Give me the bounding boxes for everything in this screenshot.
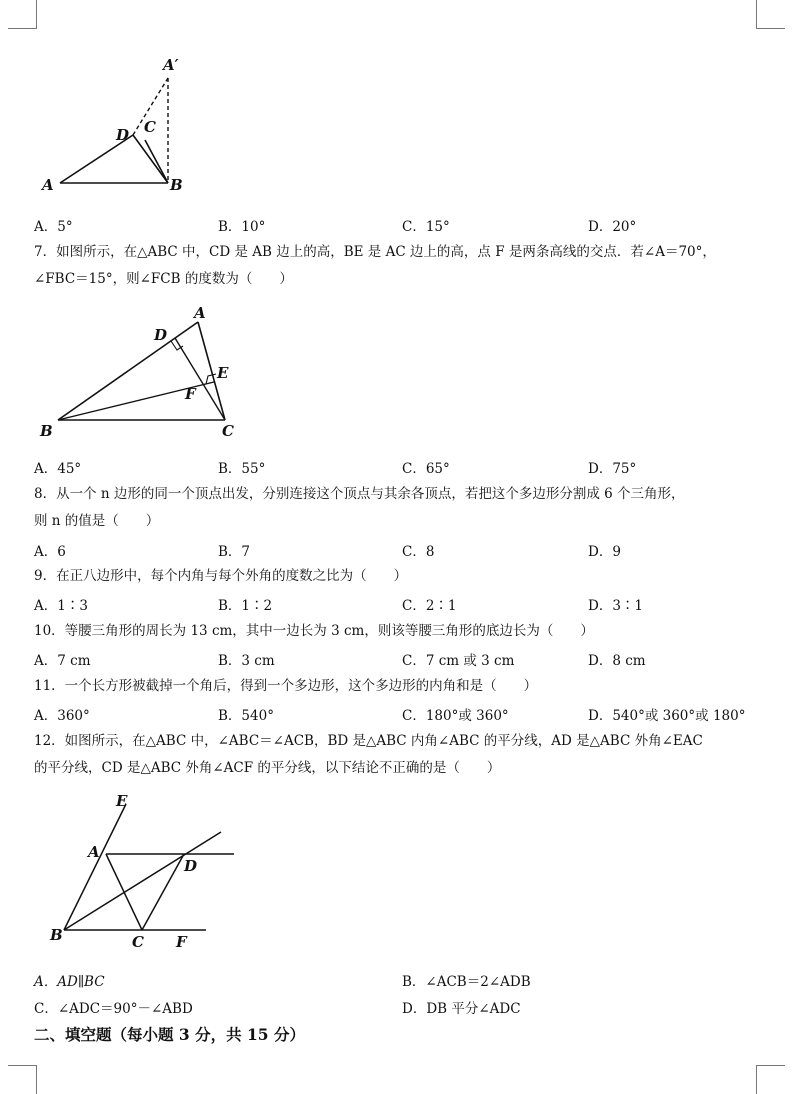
- label-c: C: [144, 118, 156, 136]
- q10-stem: [34, 618, 774, 645]
- q12-line-2: 的平分线，CD 是△ABC 外角∠ACF 的平分线，以下结论不正确的是（ ）: [34, 760, 501, 776]
- corner-mark-bottom-right: [756, 1065, 785, 1094]
- label-e: E: [116, 792, 128, 810]
- q8-option-c[interactable]: C．8: [402, 544, 435, 560]
- figure-q12: [34, 790, 254, 960]
- q11-line-1: 11．一个长方形被截掉一个角后，得到一个多边形，这个多边形的内角和是（ ）: [34, 678, 538, 694]
- q11-options: [34, 704, 774, 724]
- q10-option-b[interactable]: B．3 cm: [218, 653, 275, 669]
- q11-option-a[interactable]: A．360°: [34, 708, 90, 724]
- corner-mark-top-left: [8, 0, 37, 29]
- q9-line-1: 9．在正八边形中，每个内角与每个外角的度数之比为（ ）: [34, 568, 408, 584]
- q7-option-b[interactable]: B．55°: [218, 461, 266, 477]
- label-c: C: [132, 933, 144, 951]
- q9-option-d[interactable]: D．3∶1: [588, 598, 644, 614]
- label-b: B: [170, 176, 183, 194]
- corner-mark-bottom-left: [8, 1065, 37, 1094]
- label-f: F: [185, 385, 196, 403]
- q7-option-c[interactable]: C．65°: [402, 461, 450, 477]
- q8-options: [34, 540, 774, 560]
- figure-q7: [30, 296, 260, 446]
- q6-option-b[interactable]: B．10°: [218, 219, 266, 235]
- q12-options-row-1: [34, 970, 774, 990]
- q7-stem: [34, 239, 774, 293]
- label-a: A: [42, 176, 54, 194]
- q10-option-d[interactable]: D．8 cm: [588, 653, 646, 669]
- figure-q6: [30, 40, 210, 205]
- label-d: D: [116, 126, 130, 144]
- q12-option-a[interactable]: A．AD∥BC: [34, 974, 105, 990]
- q8-option-a[interactable]: A．6: [34, 544, 66, 560]
- q12-line-1: 12．如图所示，在△ABC 中，∠ABC＝∠ACB，BD 是△ABC 内角∠ABC 的平分线，AD 是△ABC 外角∠EAC: [34, 733, 703, 749]
- q6-option-a[interactable]: A．5°: [34, 219, 73, 235]
- q8-option-b[interactable]: B．7: [218, 544, 251, 560]
- q9-stem: [34, 563, 774, 590]
- label-d: D: [154, 326, 168, 344]
- q7-options: [34, 457, 774, 477]
- q10-option-c[interactable]: C．7 cm 或 3 cm: [402, 653, 515, 669]
- q9-option-c[interactable]: C．2∶1: [402, 598, 457, 614]
- q7-line-1: 7．如图所示，在△ABC 中，CD 是 AB 边上的高，BE 是 AC 边上的高，点 F 是两条高线的交点．若∠A＝70°，: [34, 244, 716, 260]
- q11-option-b[interactable]: B．540°: [218, 708, 274, 724]
- section-title: 二、填空题（每小题 3 分，共 15 分）: [34, 1025, 305, 1044]
- q8-option-d[interactable]: D．9: [588, 544, 621, 560]
- q8-stem: [34, 481, 774, 535]
- q12-stem: [34, 728, 774, 782]
- figure-q6-diagram: [30, 40, 210, 205]
- q9-option-a[interactable]: A．1∶3: [34, 598, 88, 614]
- q6-options: [34, 215, 774, 235]
- figure-q12-diagram: [34, 790, 254, 960]
- q11-stem: [34, 673, 774, 700]
- figure-q7-diagram: [30, 296, 260, 446]
- label-a: A: [88, 843, 100, 861]
- q6-option-c[interactable]: C．15°: [402, 219, 450, 235]
- label-c: C: [222, 422, 234, 440]
- q10-options: [34, 649, 774, 669]
- q8-line-2: 则 n 的值是（ ）: [34, 513, 160, 529]
- q9-options: [34, 594, 774, 614]
- q10-line-1: 10．等腰三角形的周长为 13 cm，其中一边长为 3 cm，则该等腰三角形的底边长为（ ）: [34, 623, 594, 639]
- q10-option-a[interactable]: A．7 cm: [34, 653, 91, 669]
- q8-line-1: 8．从一个 n 边形的同一个顶点出发，分别连接这个顶点与其余各顶点，若把这个多边形分割成 6 个三角形，: [34, 486, 685, 502]
- q11-option-c[interactable]: C．180°或 360°: [402, 708, 509, 724]
- q12-option-d[interactable]: D．DB 平分∠ADC: [402, 1001, 521, 1017]
- label-d: D: [184, 857, 198, 875]
- q12-options-row-2: [34, 997, 774, 1017]
- q6-option-d[interactable]: D．20°: [588, 219, 637, 235]
- label-e: E: [217, 364, 229, 382]
- q12-option-b[interactable]: B．∠ACB＝2∠ADB: [402, 974, 531, 990]
- label-a-prime: A′: [163, 56, 179, 74]
- q7-line-2: ∠FBC＝15°，则∠FCB 的度数为（ ）: [34, 271, 293, 287]
- label-a: A: [194, 304, 206, 322]
- corner-mark-top-right: [756, 0, 785, 29]
- q12-option-c[interactable]: C．∠ADC＝90°－∠ABD: [34, 1001, 193, 1017]
- label-b: B: [40, 422, 53, 440]
- q11-option-d[interactable]: D．540°或 360°或 180°: [588, 708, 746, 724]
- label-b: B: [50, 926, 63, 944]
- q7-option-d[interactable]: D．75°: [588, 461, 637, 477]
- label-f: F: [176, 933, 187, 951]
- q9-option-b[interactable]: B．1∶2: [218, 598, 273, 614]
- q7-option-a[interactable]: A．45°: [34, 461, 82, 477]
